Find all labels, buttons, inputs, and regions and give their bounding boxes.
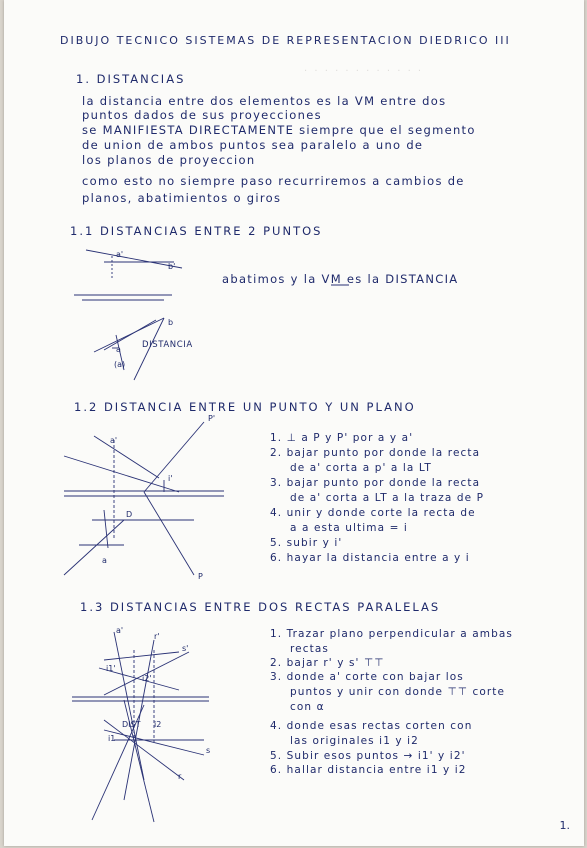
section-1-3-step-4: 4. donde esas rectas corten con — [270, 720, 473, 732]
section-1-2-step-5: 5. subir y i' — [270, 537, 343, 549]
bleed-through-text: · · · · · · · · · · · · — [304, 66, 424, 77]
page-title: DIBUJO TECNICO SISTEMAS DE REPRESENTACION DIEDRICO III — [60, 34, 511, 47]
section-1-line-5: los planos de proyeccion — [82, 153, 256, 167]
label-r-prime: r' — [154, 632, 160, 641]
section-1-2-step-3b: de a' corta a LT a la traza de P — [290, 492, 485, 504]
page-number: 1. — [559, 819, 570, 832]
fig-1-1-top — [74, 250, 182, 300]
label-i-prime: i' — [168, 474, 173, 483]
section-1-2-step-2: 2. bajar punto por donde la recta — [270, 447, 481, 459]
section-1-3-step-3c: con α — [290, 701, 325, 713]
section-1-3-step-2: 2. bajar r' y s' ⊤⊤ — [270, 657, 385, 669]
label-s-prime: s' — [182, 644, 189, 653]
section-1-2-step-6: 6. hayar la distancia entre a y i — [270, 552, 470, 564]
label-a-12: a — [102, 556, 107, 565]
section-1-2-step-3: 3. bajar punto por donde la recta — [270, 477, 481, 489]
label-a-prime-12: a' — [110, 436, 118, 445]
label-i1: i1 — [108, 734, 116, 743]
label-s: s — [206, 746, 211, 755]
label-a: a — [116, 345, 121, 354]
section-1-2-step-4: 4. unir y donde corte la recta de — [270, 507, 476, 519]
section-1-3-step-1b: rectas — [290, 643, 329, 655]
section-1-2-step-2b: de a' corta a p' a la LT — [290, 462, 432, 474]
section-1-3-step-3b: puntos y unir con donde ⊤⊤ corte — [290, 686, 506, 698]
label-r: r — [178, 772, 182, 781]
label-b: b — [168, 318, 174, 327]
fig-1-3 — [72, 632, 209, 822]
section-1-line-4: de union de ambos puntos sea paralelo a uno de — [82, 138, 424, 152]
label-i1-prime: i1' — [106, 664, 116, 673]
notebook-page — [4, 0, 584, 846]
section-1-2-step-4b: a a esta ultima = i — [290, 522, 408, 534]
section-1-3-step-5: 5. Subir esos puntos → i1' y i2' — [270, 750, 466, 762]
section-1-1-heading: 1.1 DISTANCIAS ENTRE 2 PUNTOS — [70, 224, 323, 238]
label-a-prime-13: a' — [116, 626, 124, 635]
section-1-line-6: como esto no siempre paso recurriremos a cambios de — [82, 174, 465, 188]
label-distancia: DISTANCIA — [142, 340, 193, 350]
section-1-heading: 1. DISTANCIAS — [76, 72, 186, 86]
section-1-3-step-1: 1. Trazar plano perpendicular a ambas — [270, 628, 513, 640]
section-1-3-heading: 1.3 DISTANCIAS ENTRE DOS RECTAS PARALELAS — [80, 600, 441, 614]
section-1-line-7: planos, abatimientos o giros — [82, 191, 282, 205]
label-D: D — [126, 510, 133, 519]
section-1-3-step-3: 3. donde a' corte con bajar los — [270, 671, 464, 683]
section-1-2-heading: 1.2 DISTANCIA ENTRE UN PUNTO Y UN PLANO — [74, 400, 416, 414]
section-1-1-note: abatimos y la VM es la DISTANCIA — [222, 272, 459, 286]
label-P: P — [198, 572, 203, 581]
label-a-abatido: (a) — [114, 360, 126, 369]
section-1-3-step-4b: las originales i1 y i2 — [290, 735, 419, 747]
label-b-prime: b' — [168, 262, 176, 271]
label-i2: i2 — [154, 720, 162, 729]
label-a-prime: a' — [116, 250, 124, 259]
section-1-line-3: se MANIFIESTA DIRECTAMENTE siempre que el segmento — [82, 123, 476, 137]
label-dist: DIST — [122, 720, 141, 729]
section-1-3-step-6: 6. hallar distancia entre i1 y i2 — [270, 764, 467, 776]
label-P-prime: P' — [208, 414, 216, 423]
section-1-line-1: la distancia entre dos elementos es la VM entre dos — [82, 94, 447, 108]
section-1-line-2: puntos dados de sus proyecciones — [82, 108, 322, 122]
fig-1-2 — [64, 422, 224, 575]
label-i2-prime: i2' — [142, 674, 152, 683]
section-1-2-step-1: 1. ⊥ a P y P' por a y a' — [270, 432, 414, 444]
